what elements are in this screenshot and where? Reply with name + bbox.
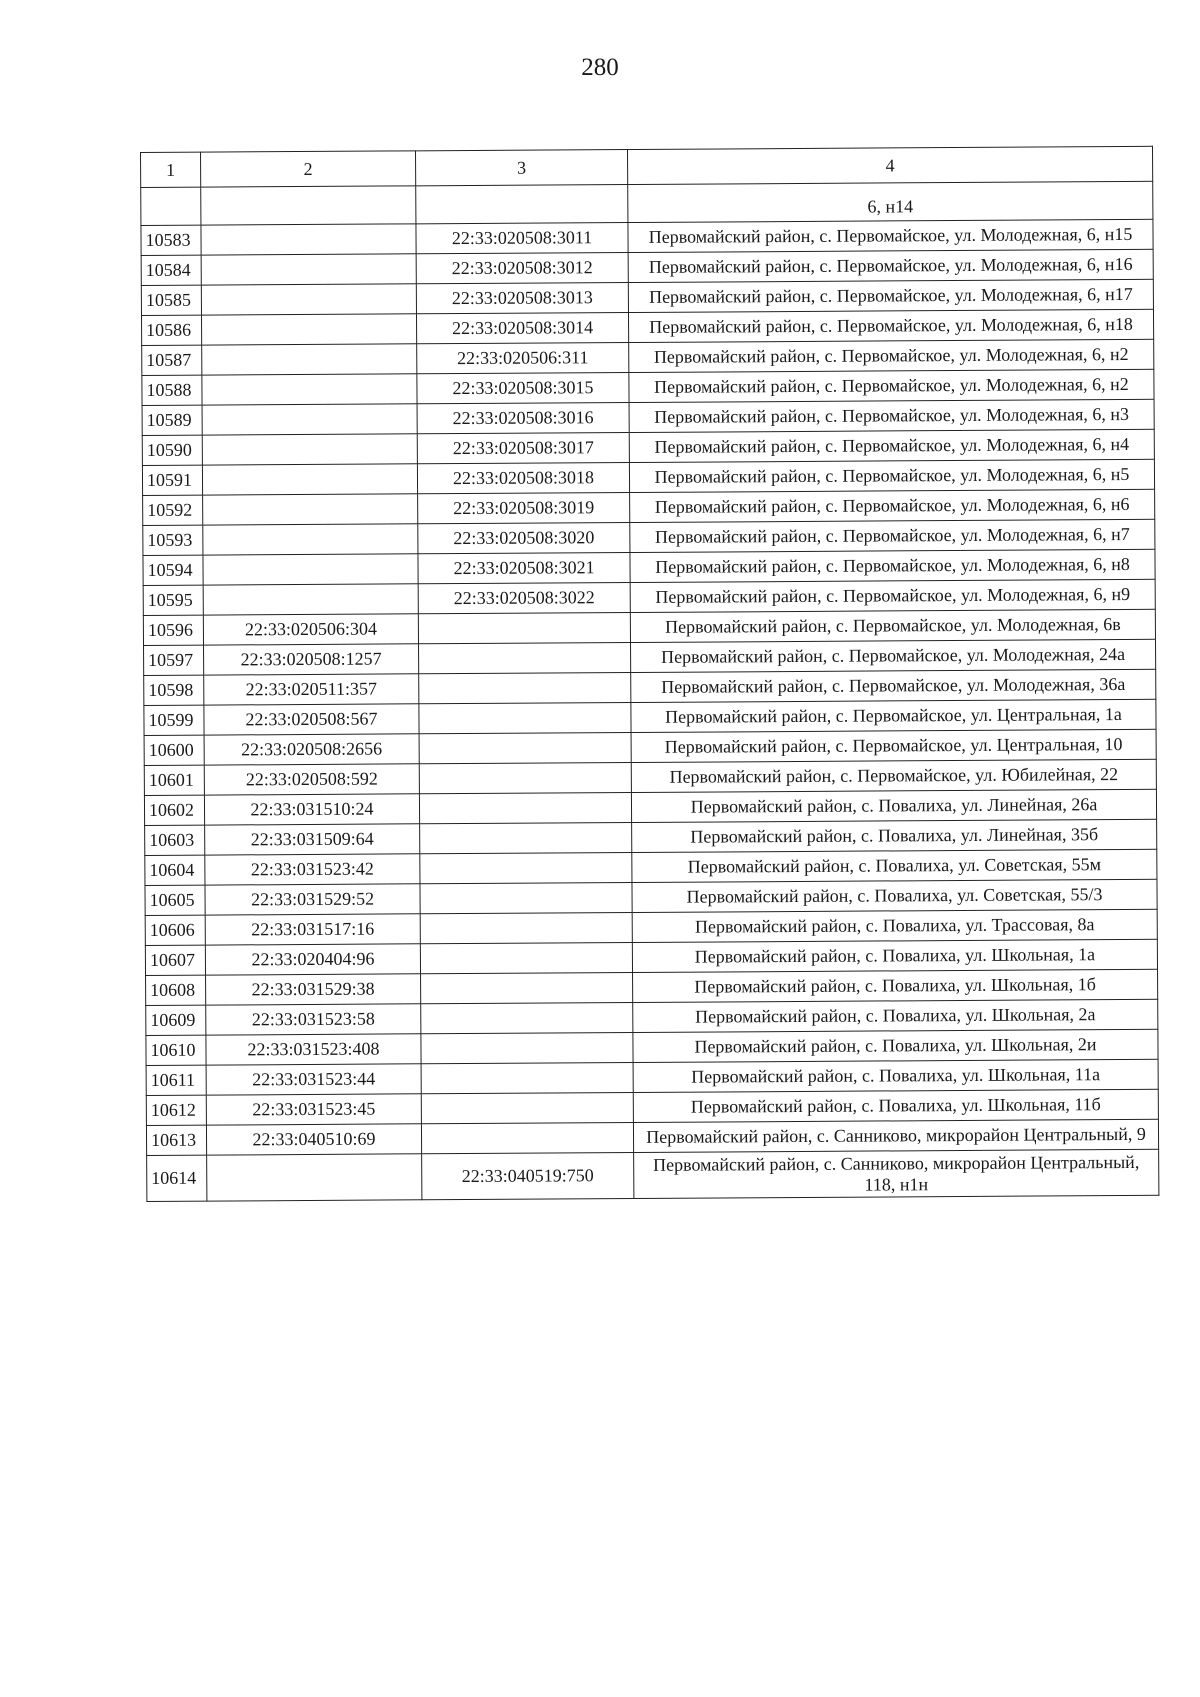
cell-address: Первомайский район, с. Первомайское, ул. Молодежная, 6, н9 xyxy=(630,579,1155,612)
cell-number: 10590 xyxy=(142,435,202,465)
cell-cadastral-land xyxy=(201,314,416,345)
cell-address: Первомайский район, с. Первомайское, ул. Молодежная, 24а xyxy=(631,639,1156,672)
cell-cadastral-building: 22:33:020508:3012 xyxy=(416,253,628,284)
cell-cadastral-building: 22:33:020508:3014 xyxy=(416,313,628,344)
cell-cadastral-building xyxy=(419,793,631,824)
cell-cadastral-building xyxy=(420,943,632,974)
cell-cadastral-building xyxy=(419,643,631,674)
cell-cadastral-building xyxy=(420,913,632,944)
cell-cadastral-land: 22:33:020508:592 xyxy=(204,764,419,795)
cell-address: Первомайский район, с. Повалиха, ул. Линейная, 35б xyxy=(632,819,1157,852)
cell-number: 10587 xyxy=(142,345,202,375)
cell-cadastral-land xyxy=(203,494,418,525)
cell-number: 10584 xyxy=(141,255,201,285)
cell-cadastral-land: 22:33:020404:96 xyxy=(205,944,420,975)
cell-address: Первомайский район, с. Первомайское, ул. Молодежная, 6, н4 xyxy=(629,429,1154,462)
cell-cadastral-land: 22:33:031517:16 xyxy=(205,914,420,945)
cell-address: Первомайский район, с. Повалиха, ул. Линейная, 26а xyxy=(631,789,1156,822)
cell-number: 10612 xyxy=(146,1095,206,1125)
cell-cadastral-building xyxy=(419,673,631,704)
cell-cadastral-building xyxy=(421,1063,633,1094)
cell-address: Первомайский район, с. Первомайское, ул. Молодежная, 6, н8 xyxy=(630,549,1155,582)
column-header-2: 2 xyxy=(201,151,416,187)
cell-number: 10604 xyxy=(145,855,205,885)
cell-cadastral-land xyxy=(201,186,416,225)
table-row xyxy=(141,181,1153,225)
cell-address: Первомайский район, с. Первомайское, ул. Молодежная, 6, н15 xyxy=(628,219,1153,252)
cell-address: Первомайский район, с. Первомайское, ул. Молодежная, 6, н2 xyxy=(629,339,1154,372)
cell-cadastral-building: 22:33:020508:3022 xyxy=(418,583,630,614)
cell-number: 10586 xyxy=(141,315,201,345)
cell-cadastral-land: 22:33:020508:2656 xyxy=(204,734,419,765)
cell-cadastral-building: 22:33:040519:750 xyxy=(422,1153,634,1200)
cell-cadastral-building: 22:33:020508:3017 xyxy=(417,433,629,464)
cell-cadastral-land xyxy=(202,374,417,405)
cell-cadastral-building xyxy=(419,733,631,764)
cell-cadastral-land xyxy=(202,404,417,435)
cell-cadastral-land xyxy=(203,584,418,615)
cell-cadastral-land: 22:33:020506:304 xyxy=(203,614,418,645)
cell-address: Первомайский район, с. Первомайское, ул. Молодежная, 6, н3 xyxy=(629,399,1154,432)
cell-number: 10611 xyxy=(146,1065,206,1095)
cell-cadastral-land xyxy=(201,224,416,255)
cell-number: 10583 xyxy=(141,225,201,255)
cell-address: Первомайский район, с. Санниково, микрорайон Центральный, 118, н1н xyxy=(634,1149,1159,1198)
cell-number: 10606 xyxy=(145,915,205,945)
cell-number: 10609 xyxy=(146,1005,206,1035)
cell-cadastral-building: 22:33:020506:311 xyxy=(417,343,629,374)
cell-cadastral-building xyxy=(420,853,632,884)
cell-cadastral-building: 22:33:020508:3016 xyxy=(417,403,629,434)
cell-address: Первомайский район, с. Повалиха, ул. Советская, 55/3 xyxy=(632,879,1157,912)
cell-cadastral-building xyxy=(421,973,633,1004)
cell-number: 10601 xyxy=(144,765,204,795)
cell-number: 10588 xyxy=(142,375,202,405)
cell-number: 10600 xyxy=(144,735,204,765)
cell-address: Первомайский район, с. Санниково, микрорайон Центральный, 9 xyxy=(633,1119,1158,1152)
cell-cadastral-land xyxy=(202,434,417,465)
page-number: 280 xyxy=(581,54,619,81)
cell-number: 10613 xyxy=(146,1125,206,1155)
cell-number: 10585 xyxy=(141,285,201,315)
cell-address: Первомайский район, с. Первомайское, ул. Центральная, 1а xyxy=(631,699,1156,732)
cell-cadastral-building xyxy=(421,1123,633,1154)
cell-number: 10591 xyxy=(142,465,202,495)
cell-cadastral-land xyxy=(202,464,417,495)
column-header-4: 4 xyxy=(627,146,1152,184)
cell-cadastral-building xyxy=(418,613,630,644)
cell-cadastral-land xyxy=(201,284,416,315)
cell-number: 10599 xyxy=(144,705,204,735)
registry-table-wrapper xyxy=(140,146,1158,1202)
cell-address: Первомайский район, с. Повалиха, ул. Школьная, 1а xyxy=(632,939,1157,972)
cell-cadastral-building: 22:33:020508:3015 xyxy=(417,373,629,404)
cell-number: 10595 xyxy=(143,585,203,615)
cell-cadastral-land xyxy=(201,254,416,285)
cell-number: 10602 xyxy=(144,795,204,825)
cell-address: Первомайский район, с. Повалиха, ул. Советская, 55м xyxy=(632,849,1157,882)
cell-number: 10589 xyxy=(142,405,202,435)
cell-cadastral-building xyxy=(420,823,632,854)
column-header-1: 1 xyxy=(141,152,201,187)
cell-address: Первомайский район, с. Первомайское, ул. Молодежная, 6, н16 xyxy=(628,249,1153,282)
cell-cadastral-building: 22:33:020508:3013 xyxy=(416,283,628,314)
cell-address: Первомайский район, с. Первомайское, ул. Молодежная, 6в xyxy=(630,609,1155,642)
cell-cadastral-land: 22:33:031523:45 xyxy=(206,1094,421,1125)
cell-address: Первомайский район, с. Повалиха, ул. Школьная, 11б xyxy=(633,1089,1158,1122)
cell-cadastral-land: 22:33:020508:567 xyxy=(204,704,419,735)
cell-cadastral-land: 22:33:031523:42 xyxy=(205,854,420,885)
cell-cadastral-building: 22:33:020508:3021 xyxy=(418,553,630,584)
cell-address: Первомайский район, с. Повалиха, ул. Школьная, 1б xyxy=(633,969,1158,1002)
cell-cadastral-land: 22:33:031523:44 xyxy=(206,1064,421,1095)
cell-cadastral-land: 22:33:040510:69 xyxy=(206,1124,421,1155)
cell-address: Первомайский район, с. Повалиха, ул. Школьная, 11а xyxy=(633,1059,1158,1092)
cell-cadastral-building xyxy=(421,1003,633,1034)
cell-number: 10607 xyxy=(145,945,205,975)
cell-cadastral-land: 22:33:031523:408 xyxy=(206,1034,421,1065)
cell-number: 10593 xyxy=(143,525,203,555)
cell-number: 10594 xyxy=(143,555,203,585)
cell-cadastral-building xyxy=(420,883,632,914)
cell-address: Первомайский район, с. Повалиха, ул. Трассовая, 8а xyxy=(632,909,1157,942)
column-header-3: 3 xyxy=(415,150,627,186)
cell-cadastral-building xyxy=(419,763,631,794)
cell-number: 10597 xyxy=(144,645,204,675)
registry-table xyxy=(140,146,1159,1202)
cell-address: Первомайский район, с. Первомайское, ул. Молодежная, 6, н2 xyxy=(629,369,1154,402)
cell-cadastral-building: 22:33:020508:3011 xyxy=(416,223,628,254)
cell-cadastral-building xyxy=(421,1093,633,1124)
cell-address: Первомайский район, с. Первомайское, ул. Молодежная, 6, н17 xyxy=(628,279,1153,312)
cell-number: 10605 xyxy=(145,885,205,915)
cell-cadastral-land: 22:33:020508:1257 xyxy=(204,644,419,675)
cell-cadastral-land xyxy=(203,524,418,555)
table-row xyxy=(147,1149,1159,1201)
cell-cadastral-building: 22:33:020508:3020 xyxy=(418,523,630,554)
cell-address: Первомайский район, с. Первомайское, ул. Молодежная, 6, н6 xyxy=(630,489,1155,522)
cell-address: Первомайский район, с. Первомайское, ул. Молодежная, 36а xyxy=(631,669,1156,702)
table-body xyxy=(141,181,1159,1201)
cell-cadastral-land xyxy=(202,344,417,375)
cell-cadastral-land: 22:33:031523:58 xyxy=(206,1004,421,1035)
cell-cadastral-land xyxy=(207,1154,422,1201)
cell-address: 6, н14 xyxy=(628,181,1153,222)
cell-cadastral-land: 22:33:031510:24 xyxy=(204,794,419,825)
cell-address: Первомайский район, с. Первомайское, ул. Молодежная, 6, н5 xyxy=(629,459,1154,492)
cell-cadastral-land: 22:33:031529:52 xyxy=(205,884,420,915)
cell-cadastral-building xyxy=(421,1033,633,1064)
cell-cadastral-building xyxy=(416,185,628,224)
cell-address: Первомайский район, с. Первомайское, ул. Юбилейная, 22 xyxy=(631,759,1156,792)
cell-number: 10603 xyxy=(145,825,205,855)
cell-number xyxy=(141,187,201,225)
cell-address: Первомайский район, с. Первомайское, ул. Молодежная, 6, н7 xyxy=(630,519,1155,552)
cell-cadastral-land xyxy=(203,554,418,585)
cell-address: Первомайский район, с. Первомайское, ул. Молодежная, 6, н18 xyxy=(628,309,1153,342)
cell-cadastral-land: 22:33:031509:64 xyxy=(205,824,420,855)
cell-cadastral-land: 22:33:031529:38 xyxy=(206,974,421,1005)
cell-cadastral-land: 22:33:020511:357 xyxy=(204,674,419,705)
cell-address: Первомайский район, с. Первомайское, ул. Центральная, 10 xyxy=(631,729,1156,762)
cell-cadastral-building: 22:33:020508:3018 xyxy=(417,463,629,494)
cell-cadastral-building xyxy=(419,703,631,734)
cell-number: 10592 xyxy=(143,495,203,525)
cell-number: 10598 xyxy=(144,675,204,705)
cell-number: 10610 xyxy=(146,1035,206,1065)
cell-number: 10608 xyxy=(146,975,206,1005)
cell-cadastral-building: 22:33:020508:3019 xyxy=(418,493,630,524)
cell-address: Первомайский район, с. Повалиха, ул. Школьная, 2а xyxy=(633,999,1158,1032)
cell-number: 10614 xyxy=(147,1155,207,1201)
cell-number: 10596 xyxy=(143,615,203,645)
cell-address: Первомайский район, с. Повалиха, ул. Школьная, 2и xyxy=(633,1029,1158,1062)
